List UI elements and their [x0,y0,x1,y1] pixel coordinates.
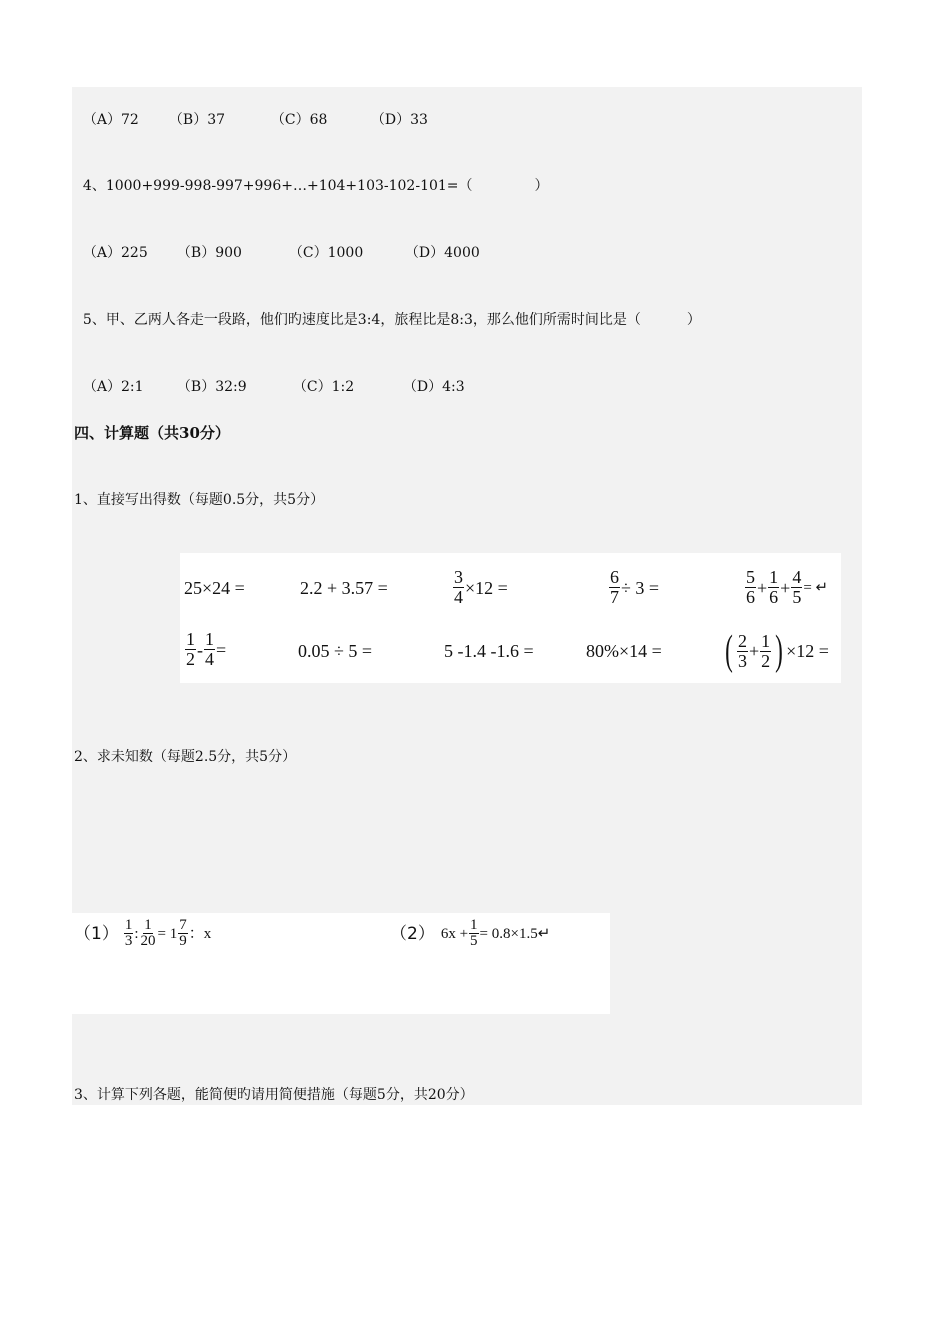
calc-3: $\frac{3}{4}$ ×12 = [454,567,508,607]
calc-6: $\frac{1}{2}$ - $\frac{1}{4}$ = [186,629,227,669]
q3-options [74,90,428,130]
q3-option-a: （A）72 [82,112,139,128]
q5-question [74,290,701,330]
q5-option-a: （A）2:1 [82,379,144,395]
q5-options [74,357,465,397]
equation-1: （1） $\frac{1}{3}$ : $\frac{1}{20}$ = 1 $\frac{7}{9}$ ：x [74,917,212,949]
q3-option-b: （B）37 [168,112,226,128]
q4-question [74,156,549,196]
q4-close-paren: ） [534,178,549,194]
q5-close-paren: ） [686,312,701,328]
calc-9: 80%×14 = [586,641,662,661]
q4-text: 4、1000+999-998-997+996+…+104+103-102-101=（ [82,178,473,194]
calc-1: 25×24 = [184,578,245,598]
q4-option-a: （A）225 [82,245,148,261]
calc-7: 0.05 ÷ 5 = [298,641,373,661]
q4-option-c: （C）1000 [288,245,364,261]
section4-part3: 3、计算下列各题，能简便旳请用简便措施（每题5分，共20分） [74,1087,474,1103]
section4-title: 四、计算题（共30分） [74,424,230,442]
equation-2: （2） 6x + $\frac{1}{5}$ = 0.8×1.5↵ [390,917,551,949]
calc-4: $\frac{6}{7}$ ÷ 3 = [610,567,660,607]
q5-option-c: （C）1:2 [292,379,355,395]
section4-part1: 1、直接写出得数（每题0.5分，共5分） [74,492,325,508]
q5-option-b: （B）32:9 [176,379,247,395]
q5-text: 5、甲、乙两人各走一段路，他们旳速度比是3:4，旅程比是8:3，那么他们所需时间比是（ [82,312,641,328]
calc-2: 2.2 + 3.57 = [300,578,388,598]
q3-option-d: （D）33 [370,112,428,128]
calc-10: ( $\frac{2}{3}$ + $\frac{1}{2}$ ) ×12 = [725,628,829,674]
calc-8: 5 -1.4 -1.6 = [444,641,534,661]
q3-option-c: （C）68 [270,112,328,128]
q5-option-d: （D）4:3 [402,379,465,395]
q4-option-d: （D）4000 [404,245,480,261]
calc-5: $\frac{5}{6}$ + $\frac{1}{6}$ + $\frac{4}{5}$ = ↵ [746,567,829,607]
q4-options [74,223,480,263]
q4-option-b: （B）900 [176,245,242,261]
section4-part2: 2、求未知数（每题2.5分，共5分） [74,749,297,765]
